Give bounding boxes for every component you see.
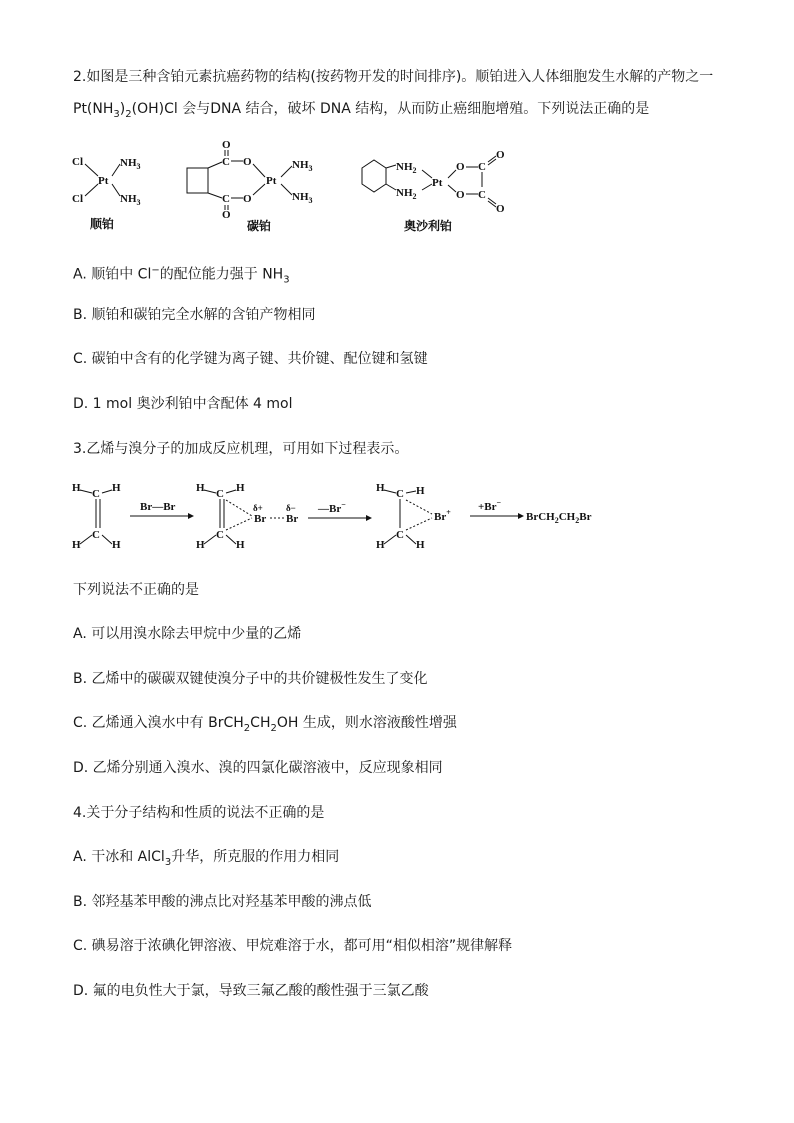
q3-option-c: C. 乙烯通入溴水中有 $BrCH_2CH_2OH$ 生成，则水溶液酸性增强: [73, 715, 457, 734]
svg-text:NH3: $NH_3$: [292, 159, 313, 173]
oxaliplatin-structure: [362, 149, 505, 233]
svg-text:Cl: Cl: [72, 193, 83, 205]
svg-text:H: H: [112, 539, 121, 551]
q3-stem: 3.乙烯与溴分子的加成反应机理，可用如下过程表示。: [73, 441, 409, 457]
svg-text:Pt: Pt: [266, 175, 277, 187]
svg-text:H: H: [416, 539, 425, 551]
svg-text:C: C: [396, 529, 404, 541]
cisplatin-structure: [72, 156, 141, 231]
svg-text:NH2: $NH_2$: [396, 187, 417, 201]
q4-option-b: B. 邻羟基苯甲酸的沸点比对羟基苯甲酸的沸点低: [73, 894, 372, 910]
q4-option-d: D. 氟的电负性大于氯，导致三氟乙酸的酸性强于三氯乙酸: [73, 983, 429, 999]
svg-text:Pt: Pt: [98, 175, 109, 187]
svg-text:O: O: [243, 156, 252, 168]
svg-text:C: C: [478, 189, 486, 201]
q3-option-d: D. 乙烯分别通入溴水、溴的四氯化碳溶液中，反应现象相同: [73, 760, 443, 776]
svg-text:C: C: [396, 488, 404, 500]
q2-stem-line2: $Pt(NH_3)_2(OH)Cl$ 会与DNA 结合，破坏 DNA 结构，从而防止癌细胞增殖。下列说法正确的是: [73, 101, 650, 120]
svg-text:NH3: $NH_3$: [292, 191, 313, 205]
svg-text:H: H: [376, 482, 385, 494]
q2-option-d: D. 1 mol 奥沙利铂中含配体 4 mol: [73, 396, 293, 412]
q4-stem: 4.关于分子结构和性质的说法不正确的是: [73, 805, 325, 821]
svg-text:H: H: [416, 485, 425, 497]
svg-text:O: O: [456, 161, 465, 173]
svg-text:C: C: [92, 488, 100, 500]
pi-complex-structure: [196, 482, 298, 551]
svg-text:O: O: [222, 209, 231, 221]
svg-text:Pt: Pt: [432, 177, 443, 189]
svg-text:H: H: [72, 482, 81, 494]
svg-text:H: H: [196, 482, 205, 494]
svg-text:Cl: Cl: [72, 156, 83, 168]
svg-text:H: H: [376, 539, 385, 551]
svg-text:—Br−: —Br−: [318, 500, 346, 515]
svg-text:O: O: [496, 203, 505, 215]
product-formula: $BrCH_2CH_2Br$: [526, 511, 592, 525]
q2-stem-line1: 2.如图是三种含铂元素抗癌药物的结构(按药物开发的时间排序)。顺铂进入人体细胞发生水解的产物之一: [73, 69, 714, 85]
svg-text:C: C: [222, 156, 230, 168]
ethylene-structure: [72, 482, 121, 551]
q4-option-c: C. 碘易溶于浓碘化钾溶液、甲烷难溶于水，都可用“相似相溶”规律解释: [73, 938, 513, 954]
q2-option-c: C. 碳铂中含有的化学键为离子键、共价键、配位键和氢键: [73, 351, 428, 367]
svg-text:O: O: [222, 140, 231, 151]
svg-text:C: C: [222, 193, 230, 205]
platinum-drug-structures: [60, 140, 520, 240]
svg-text:Br: Br: [254, 513, 267, 525]
svg-text:Br: Br: [286, 513, 299, 525]
q2-option-a: A. 顺铂中 Cl−的配位能力强于 $NH_3$: [73, 265, 290, 286]
svg-text:H: H: [236, 539, 245, 551]
bromine-addition-mechanism: [66, 478, 626, 558]
svg-text:+Br−: +Br−: [478, 498, 502, 513]
svg-text:O: O: [456, 189, 465, 201]
q4-option-a: A. 干冰和 AlCl$_3$升华，所克服的作用力相同: [73, 849, 340, 868]
svg-text:H: H: [196, 539, 205, 551]
svg-text:H: H: [72, 539, 81, 551]
bromonium-ion-structure: [376, 482, 451, 551]
svg-text:O: O: [243, 193, 252, 205]
svg-text:NH2: $NH_2$: [396, 161, 417, 175]
q3-option-b: B. 乙烯中的碳碳双键使溴分子中的共价键极性发生了变化: [73, 671, 428, 687]
q3-question: 下列说法不正确的是: [73, 582, 199, 598]
svg-text:H: H: [236, 482, 245, 494]
svg-text:H: H: [112, 482, 121, 494]
svg-text:δ+: δ+: [253, 503, 263, 513]
carboplatin-label: 碳铂: [247, 219, 272, 233]
svg-text:NH3: $NH_3$: [120, 157, 141, 171]
carboplatin-structure: [187, 140, 313, 233]
q3-option-a: A. 可以用溴水除去甲烷中少量的乙烯: [73, 626, 302, 642]
q2-option-b: B. 顺铂和碳铂完全水解的含铂产物相同: [73, 307, 316, 323]
svg-text:C: C: [216, 488, 224, 500]
cisplatin-label: 顺铂: [90, 217, 115, 231]
svg-text:δ−: δ−: [286, 503, 296, 513]
svg-text:Br+: Br+: [434, 508, 451, 523]
svg-text:C: C: [92, 529, 100, 541]
svg-text:NH3: $NH_3$: [120, 193, 141, 207]
reagent-1: Br—Br: [140, 501, 176, 513]
svg-text:O: O: [496, 149, 505, 161]
oxaliplatin-label: 奥沙利铂: [404, 219, 453, 233]
svg-text:C: C: [478, 161, 486, 173]
svg-text:C: C: [216, 529, 224, 541]
